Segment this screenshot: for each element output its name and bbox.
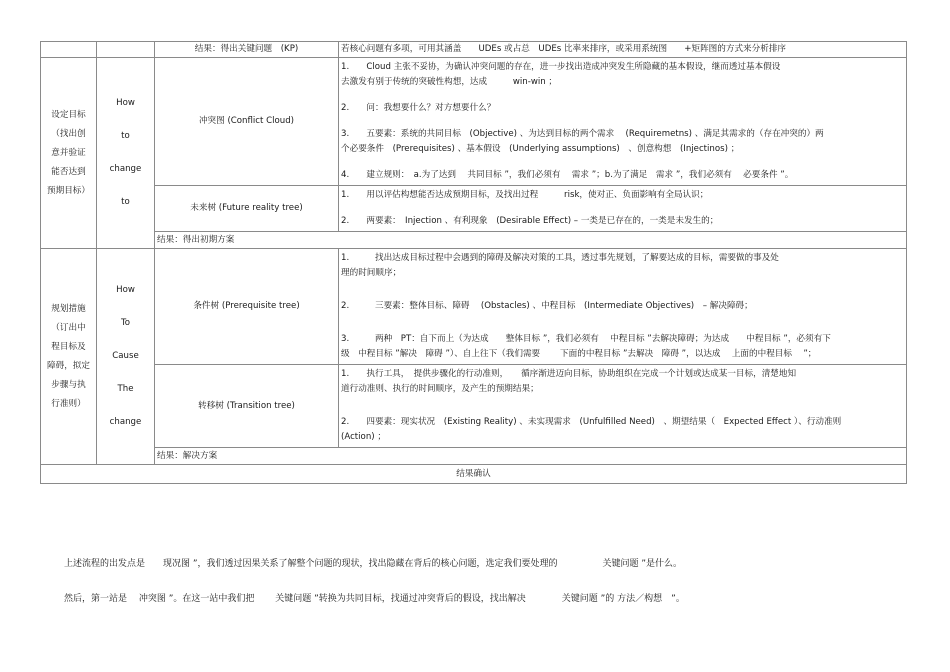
tool-prerequisite-tree: 条件树 (Prerequisite tree) [155, 249, 339, 365]
tool-transition-tree: 转移树 (Transition tree) [155, 365, 339, 448]
tool-future-reality-tree: 未来树 (Future reality tree) [155, 186, 339, 232]
future-reality-tree-description: 1. 用以评估构想能否达成预期目标，及找出过程 risk，使对正、负面影响有全局认识； 2. 两要素： Injection 、有利现象 (Desirable Effect) – 一类是已存在的，一类是未发生的； [339, 186, 907, 232]
prerequisite-tree-description: 1. 找出达成目标过程中会遇到的障碍及解决对策的工具，透过事先规划，了解要达成的目标，需要做的事及处 理的时间顺序； 2. 三要素：整体目标、障碍 (Obstacles) 、中程目标 (Intermediate Objectives) – 解决障碍； 3. 两种 PT：自下而上（为达成 整体目标 ”，我们必须有 中程目标 ”去解决障碍；为达成 中程目标 ”，必须有下 级 中程目标 ”解决 障碍 ”）、自上往下（我们需要 下面的中程目标 ”去解决 障碍 ”，以达成 上面的中程目标 ”； [339, 249, 907, 365]
confirm-row [41, 465, 907, 484]
section1-row-future-tree [41, 186, 907, 232]
stage-plan-measures: 规划措施 （订出中 程目标及 障碍，拟定 步骤与执 行准则） [41, 249, 97, 465]
section2-result-row [41, 448, 907, 465]
toc-process-table [40, 41, 907, 484]
paragraph-current-reality: 上述流程的出发点是 现况图 ”，我们透过因果关系了解整个问题的现状，找出隐藏在背后的核心问题，选定我们要处理的 关键问题 ”是什么。 [64, 559, 683, 569]
conflict-cloud-description: 1. Cloud 主张不妥协，为确认冲突问题的存在，进一步找出造成冲突发生所隐藏的基本假设，继而透过基本假设 去激发有别于传统的突破性构想，达成 win-win ； 2. 问：我想要什么？对方想要什么？ 3. 五要素：系统的共同目标 (Objective) 、为达到目标的两个需求 (Requiremetns) 、满足其需求的（存在冲突的）两 个必要条件 (Prerequisites) 、基本假设 (Underlying assumptions) 、创意构想 (Injectinos) ； 4. 建立规则： a.为了达到 共同目标 ”，我们必须有 需求 ”；b.为了满足 需求 ”，我们必须有 必要条件 ”。 [339, 58, 907, 186]
header-note-cell: 若核心问题有多项，可用其涵盖 UDEs 或占总 UDEs 比率来排序，或采用系统图 +矩阵图的方式来分析排序 [339, 42, 907, 58]
paragraph-conflict-cloud: 然后，第一站是 冲突图 ”。在这一站中我们把 关键问题 ”转换为共同目标，找通过冲突背后的假设，找出解决 关键问题 ”的 方法／构想 ”。 [64, 594, 685, 604]
section1-result-row [41, 232, 907, 249]
header-row [41, 42, 907, 58]
section1-result: 结果：得出初期方案 [155, 232, 907, 249]
transition-tree-description: 1. 执行工具， 提供步骤化的行动准则， 循序渐进迈向目标，协助组织在完成一个计划或达成某一目标，清楚地知 道行动准则、执行的时间顺序，及产生的预期结果； 2. 四要素：现实状况 (Existing Reality) 、未实现需求 (Unfulfilled Need) 、期望结果（ Expected Effect ）、行动准则 (Action) ； [339, 365, 907, 448]
result-confirmation: 结果确认 [41, 465, 907, 484]
section2-result: 结果：解决方案 [155, 448, 907, 465]
header-empty-cell-1 [41, 42, 97, 58]
section1-row-cloud [41, 58, 907, 186]
section2-row-transition-tree [41, 365, 907, 448]
section2-row-prereq-tree [41, 249, 907, 365]
stage-how-to-change-to: How to change to [97, 58, 155, 249]
header-empty-cell-2 [97, 42, 155, 58]
stage-how-to-cause-the-change: How To Cause The change [97, 249, 155, 465]
stage-set-goal: 设定目标 （找出创 意并验证 能否达到 预期目标） [41, 58, 97, 249]
header-result-cell: 结果：得出关键问题 (KP) [155, 42, 339, 58]
tool-conflict-cloud: 冲突图 (Conflict Cloud) [155, 58, 339, 186]
